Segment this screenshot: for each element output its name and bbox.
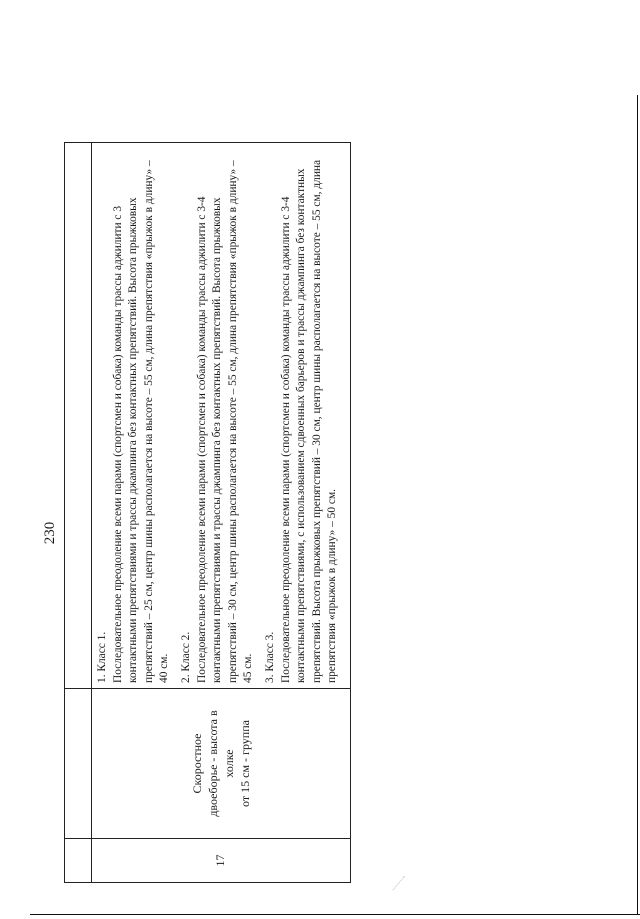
class-text: Последовательное преодоление всеми парами (спортсмен и собака) команды трассы аджилити с 3-4 контактными препятствиями, с использованием сдвоенных барьеров и трассы джампинга без контактных препятствий. Высота прыжковых препятствий – 30 см, центр шины располагается на высоте – 55 см, длина препятствия «прыжок в длину» – 50 см. [279, 159, 339, 683]
cell-top-num [65, 839, 92, 883]
row-number: 17 [92, 839, 351, 883]
class-text: Последовательное преодоление всеми парами (спортсмен и собака) команды трассы аджилити с 3 контактными препятствиями и трассы джампинга без контактных препятствий. Высота прыжковых препятствий – 25 см, центр шины располагается на высоте – 55 см, длина препятствия «прыжок в длину» – 40 см. [111, 160, 171, 683]
table-row [92, 143, 351, 883]
class-title: 3. Класс 3. [263, 631, 276, 683]
class-title: 1. Класс 1. [96, 631, 108, 683]
discipline-name-line: от 15 см - группа [237, 720, 252, 807]
scan-border-right [637, 95, 638, 915]
class-text: Последовательное преодоление всеми парами (спортсмен и собака) команды трассы аджилити с 3-4 контактными препятствиями и трассы джампинга без контактных препятствий. Высота прыжковых препятствий – 30 см, центр шины располагается на высоте – 55 см, длина препятствия «прыжок в длину» – 45 см. [195, 160, 255, 683]
table-top-strip [65, 143, 92, 883]
discipline-name-line: Скоростное [189, 733, 204, 794]
class-title: 2. Класс 2. [179, 631, 192, 683]
cell-top-desc [65, 143, 92, 689]
regulations-table [64, 142, 351, 883]
discipline-name-line: двоеборье - высота в [205, 710, 220, 817]
discipline-name [92, 689, 351, 839]
discipline-name-line: холке [221, 749, 236, 778]
rotated-document-page [42, 143, 339, 883]
scan-mark [392, 876, 418, 902]
scan-border-bottom [30, 914, 640, 915]
page-number: 230 [42, 521, 58, 545]
cell-top-name [65, 689, 92, 839]
discipline-description [92, 143, 351, 689]
